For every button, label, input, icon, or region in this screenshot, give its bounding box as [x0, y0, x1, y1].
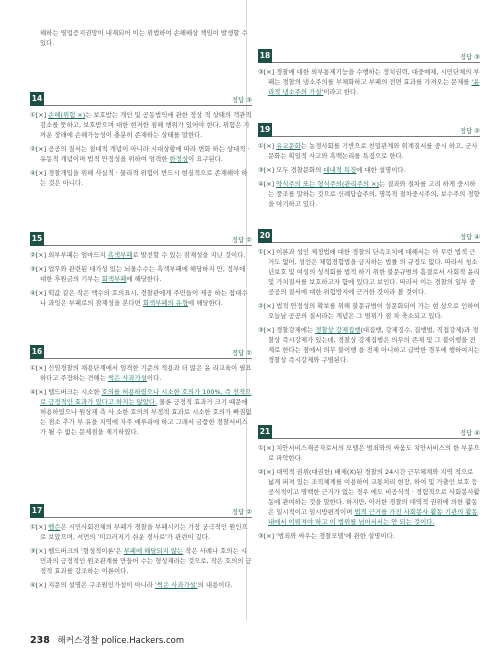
explanation-item [258, 179, 480, 209]
highlight-text: 회색부패 [101, 275, 127, 283]
question-number: 15 [30, 232, 44, 246]
answer-label: 정답 ① [231, 236, 252, 244]
explanation-item [258, 141, 480, 161]
choice-mark: ③ [258, 532, 264, 540]
question-18 [258, 49, 480, 97]
item-text-cont: 에 해당한다. [126, 275, 162, 283]
explanation-item [30, 387, 252, 437]
question-header [258, 49, 480, 63]
answer-label: 정답 ④ [459, 233, 480, 241]
item-text-cont: 는 보호받는 개인 및 공동법익에 관한 정상 적 상태의 객관적 감소를 뜻하고, 보호받으며 대한 현저한 침해 행위가 있어야 한다. 위험은 가까운 장래에 손해가능성이 충분히 존재하는 상태를 말한다. [40, 111, 252, 139]
choice-mark: ③ [258, 166, 264, 174]
choice-mark: ② [30, 145, 36, 153]
choice-mark: ④ [30, 169, 36, 177]
explanation-item [258, 247, 480, 297]
item-text: 업무와 관련된 대가성 있는 뇌물수수는 흑색부패에 해당하지 만, 정부에 대한 후원금의 기부는 [40, 265, 246, 283]
explanation-item [30, 363, 252, 383]
choice-mark: ③ [258, 326, 264, 334]
question-header [258, 123, 480, 137]
question-header [30, 504, 252, 518]
judgement-tag: [×] [263, 68, 275, 76]
judgement-tag: [×] [35, 523, 47, 531]
question-14 [30, 92, 252, 188]
explanation-item [258, 165, 480, 175]
choice-mark: ③ [30, 547, 36, 555]
item-text-cont: 의 내용이다. [197, 581, 233, 589]
answer-label: 정답 ③ [231, 96, 252, 104]
question-20 [258, 229, 480, 365]
choice-mark: ④ [258, 180, 264, 188]
explanation-item [258, 531, 480, 541]
judgement-tag: [×] [263, 180, 275, 188]
question-number: 17 [30, 504, 44, 518]
highlight-text: 부패에 해당되지 않는 [123, 547, 184, 555]
explanation-item [30, 250, 252, 260]
question-19 [258, 123, 480, 209]
item-text: 대역적 권위(대권한) 배제(X)된 경찰의 24시간 근무체계와 지역 적으로 넓게 퍼져 있는 조직체계를 이용하여 교통처리 현장, 하여 및 가출인 보호 등 공식적이고 명백한 근거가 없는 경우 에도 비공식적 · 경험적으로 사회봉사활동에 관여하는 것을 말한다. 하지만, 이러한 경찰의 대역적 권위에 의한 활동은 일시적이고 임시방편적이며 [268, 468, 480, 516]
question-15 [30, 232, 252, 308]
choice-mark: ④ [30, 388, 36, 396]
item-text-cont: 는 농경사회를 기반으로 친밀관계와 위계질서를 중시 하고, 군사문화는 획일적 사고와 흑백논리를 특징으로 한다. [268, 142, 478, 160]
judgement-tag: [×] [35, 547, 47, 555]
explanation-item [30, 288, 252, 308]
question-header [30, 92, 252, 106]
highlight-text: 손해(위험 ×) [48, 111, 86, 119]
judgement-tag: [×] [263, 326, 275, 334]
choice-mark: ① [258, 444, 264, 452]
choice-mark: ② [258, 302, 264, 310]
judgement-tag: [×] [35, 265, 47, 273]
item-text: 모두 경찰문화의 [274, 166, 324, 174]
item-text: 외부부패는 엄마드지 [46, 251, 108, 259]
explanation-item [258, 325, 480, 365]
page-footer [30, 634, 184, 646]
item-text: 공공의 질서는 절대적 개념이 아니라 시대상황에 따라 변화 하는 상대적 · 유동적 개념이며 법적 안정성을 위하여 엄격한 [40, 145, 250, 163]
item-text: 이론과 성인 제정법에 대한 경찰의 단속조치에 대해서는 아 무런 법적 근거도 없어, 성인은 체험경험법을 금지하는 법률 의 규정도 없다. 따라서 청소년보호 및 여성의 성적회를 법적 하기 위한 불문규범의 흠결로서 사회적 윤리 및 가치질서를 보호하고자 함에 있다고 보인다. 따라서 이는 경찰의 일부 중 공공의 질서에 대한 위험방지에 근거한 것이라 볼 것이다. [268, 248, 480, 296]
answer-label: 정답 ④ [459, 429, 480, 437]
explanation-item [258, 443, 480, 463]
question-21 [258, 425, 480, 541]
question-17 [30, 504, 252, 590]
left-column [30, 0, 252, 589]
highlight-text: 흑색부패 [107, 251, 133, 259]
item-text: 경찰강제에는 [274, 326, 316, 334]
answer-label: 정답 ① [231, 349, 252, 357]
judgement-tag: [×] [263, 532, 275, 540]
choice-mark: ④ [30, 289, 36, 297]
question-header [258, 425, 480, 439]
item-text-cont: 은 시민사회전체의 부패가 경찰을 부패시키는 가장 궁극적인 원인으로 보았으며, 셔먼의 '미끄러지기 쉬운 경사로'가 관련이 깊다. [40, 523, 248, 541]
question-16 [30, 345, 252, 437]
question-number: 16 [30, 345, 44, 359]
item-text: 텔드버크는 시소한 [46, 388, 102, 396]
intro-text: 해하는 영업증지권망이 내재되어 이는 위법하여 손해배상 책임이 발생할 수 있다. [40, 29, 248, 47]
explanation-item [258, 67, 480, 97]
highlight-text: 유교문화 [276, 142, 301, 150]
item-text-cont: 이 요구된다. [188, 155, 223, 163]
judgement-tag: [×] [263, 444, 275, 452]
judgement-tag: [×] [263, 302, 275, 310]
question-header [30, 345, 252, 359]
judgement-tag: [×] [263, 166, 275, 174]
judgement-tag: [×] [35, 145, 47, 153]
highlight-text: 썩은 사과가설 [107, 374, 147, 382]
highlight-text: '윤리적 냉소주의 가설' [268, 78, 480, 96]
judgement-tag: [×] [35, 388, 47, 396]
highlight-text: 경찰상 강제집행 [315, 326, 361, 334]
item-text: '범죄와 싸우는 경찰모델'에 관한 설명이다. [274, 532, 395, 540]
judgement-tag: [×] [263, 142, 275, 150]
judgement-tag: [×] [35, 169, 47, 177]
highlight-text: '썩은 사과가설' [155, 581, 198, 589]
item-text-cont: 에 해당한다. [188, 299, 223, 307]
question-number: 18 [258, 49, 272, 63]
explanation-item [258, 467, 480, 527]
explanation-item [30, 110, 252, 140]
highlight-text: 한정성 [169, 155, 189, 163]
explanation-item [30, 168, 252, 188]
item-text: 떡값 같은 작은 액수의 호의표시, 경찰관에게 주민들이 제공 하는 접대수나 과잉은 부패로의 잠재성을 본다면 [40, 289, 248, 307]
choice-mark: ① [30, 364, 36, 372]
answer-label: 정답 ③ [459, 53, 480, 61]
question-header [30, 232, 252, 246]
item-text: 펠드버크의 '형성적이론'은 [46, 547, 124, 555]
question-number: 19 [258, 123, 272, 137]
choice-mark: ③ [258, 68, 264, 76]
item-text-cont: 에 대한 설명이다. [356, 166, 406, 174]
item-text-cont: 이라고 한다. [323, 88, 359, 96]
question-number: 20 [258, 229, 272, 243]
page-number: 238 [30, 635, 50, 646]
judgement-tag: [×] [263, 468, 275, 476]
item-text: 경찰개입을 위해 사실적 · 물리적 위험이 반드시 현실적으로 존재해야 하는 것은 아니다. [40, 169, 248, 187]
question-number: 21 [258, 425, 272, 439]
choice-mark: ④ [30, 581, 36, 589]
choice-mark: ① [30, 111, 36, 119]
choice-mark: ② [258, 468, 264, 476]
item-text-cont: 작은 사례나 호의는 시민과의 긍정적인 원조관계를 만들어 수는 형성재라는 것으로, 작은 호의의 긍정적 효과를 강조하는 이론이다. [40, 547, 252, 575]
judgement-tag: [×] [35, 581, 47, 589]
choice-mark: ① [30, 523, 36, 531]
highlight-text: 호의를 허용하였으나 시소한 호의가 100%, 즉 전적으로 긍정적인 효과가 있다고 하지는 않았다. [40, 388, 252, 406]
item-text-cont: 는 결과와 절차를 고려 하게 중시하는 풍조를 말하는 것으로 신례답습주의, 명목적 절차중시주의, 보수주의 경향을 야기하고 있다. [268, 180, 480, 208]
judgement-tag: [×] [35, 111, 47, 119]
item-text: 경찰에 대한 외부통제기능을 수행하는 정치권력, 대중매체, 시민단체의 부패는 경찰의 냉소주의를 부채화하고 부패의 전면 효과를 가져오는 문제를 [268, 68, 480, 86]
highlight-text: 펠슨 [48, 523, 61, 531]
item-text-cont: 로 발전할 수 있는 잠재성을 지닌 것이다. [132, 251, 246, 259]
highlight-text: 법적 근거를 가진 사회봉사 활동 기관의 활동 내에서 이뤄져야 하고 이 법위를 넘어서서는 안 되는 것이다. [268, 508, 478, 526]
explanation-item [30, 546, 252, 576]
highlight-text: 회색부패의 유형 [142, 299, 189, 307]
highlight-text: 약식주의 또는 형식주의(관리주의 ×) [276, 180, 379, 188]
explanation-item [30, 264, 252, 284]
item-text: 신임경찰의 채용단계에서 엄격한 기준의 적용과 더 많은 윤 리교육이 필요하다고 주장하는 견해는 [40, 364, 252, 382]
item-text: 지문의 설명은 구조원인가설이 아니라 [46, 581, 156, 589]
explanation-item [258, 301, 480, 321]
choice-mark: ② [30, 251, 36, 259]
item-text-cont: 이다. [146, 374, 162, 382]
judgement-tag: [×] [263, 248, 275, 256]
item-text-cont: (대집행, 강제징수, 집행벌, 직접강제)과 경찰상 즉시강제가 있는데, 경찰상 강제집행은 의무의 존재 및 그 불이행을 전제로 한다는 점에서 의무 불이행 을 전제 아니하고 급박한 경우에 행하여지는 경찰상 즉시강제와 구별된다. [268, 326, 480, 364]
item-text-cont: 물론 긍정적 효과가 크기 때문에 허용하였으나 원상재 측 사 소한 호의의 부정적 효과로 시소한 호의가 빠짐없는 점소 추가 부 유을 지역에 자주 에루리에 하고 그래서 금품한 경찰서비스가 될 수 없는 문제점을 제기하였다. [40, 398, 252, 436]
question-header [258, 229, 480, 243]
highlight-text: 대내적 특징 [323, 166, 357, 174]
judgement-tag: [×] [35, 364, 47, 372]
answer-label: 정답 ② [231, 508, 252, 516]
choice-mark: ③ [30, 265, 36, 273]
answer-label: 정답 ② [459, 127, 480, 135]
item-text: 치안서비스재공자로서의 모델은 범죄와의 싸움도 치안서비스의 한 부분으로 파악한다. [268, 444, 480, 462]
item-text: 법적 안정성의 확보를 위해 불문규범이 성문화되어 가는 현 상으로 인하여 오늘날 공공의 질서라는 개념은 그 범위가 점 차 축소되고 있다. [268, 302, 480, 320]
choice-mark: ① [258, 142, 264, 150]
footer-text: 해커스경찰 police.Hackers.com [57, 636, 185, 646]
question-number: 14 [30, 92, 44, 106]
choice-mark: ① [258, 248, 264, 256]
judgement-tag: [×] [35, 251, 47, 259]
judgement-tag: [×] [35, 289, 47, 297]
explanation-item [30, 144, 252, 164]
explanation-item [30, 580, 252, 590]
explanation-item [30, 522, 252, 542]
